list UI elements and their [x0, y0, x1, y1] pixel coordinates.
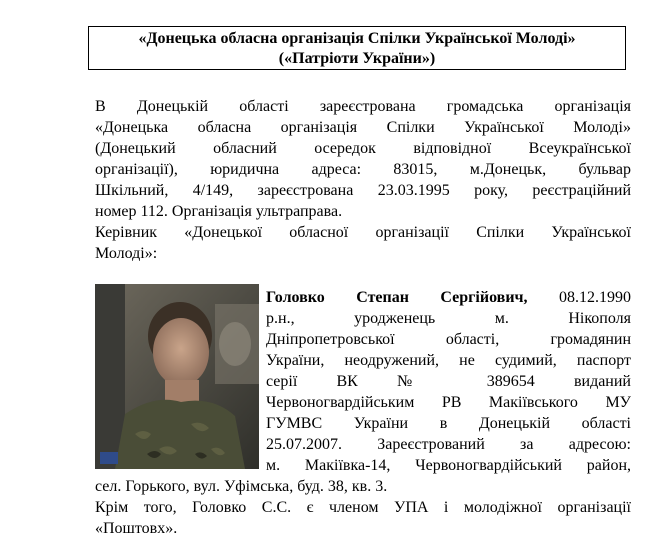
person-photo [95, 284, 259, 469]
intro-line-5: Шкільний, 4/149, зареєстрована 23.03.1995 року, реєстраційний [95, 182, 631, 199]
closing-line-2: «Поштовх». [95, 520, 178, 537]
person-line-1 [266, 287, 631, 308]
person-line-2: р.н., уродженець м. Нікополя [266, 310, 631, 327]
person-birth-date: 08.12.1990 [559, 289, 631, 306]
intro-line-1: В Донецькій області зареєстрована громадська організація [95, 98, 631, 115]
document-title-box [88, 26, 626, 70]
intro-line-2: «Донецька обласна організація Спілки Української Молоді» [95, 119, 631, 136]
person-line-8: 25.07.2007. Зареєстрований за адресою: [266, 436, 631, 453]
intro-line-4: організації), юридична адреса: 83015, м.Донецьк, бульвар [95, 161, 631, 178]
person-line-7: ГУМВС України в Донецькій області [266, 415, 631, 432]
person-line-6: Червоногвардійським РВ Макіївського МУ [266, 394, 631, 411]
person-name: Головко Степан Сергійович, [266, 289, 528, 306]
document-title-line-2: («Патріоти України») [278, 50, 436, 67]
closing-line-1: Крім того, Головко С.С. є членом УПА і молодіжної організації [95, 499, 631, 516]
person-line-5: серії ВК № 389654 виданий [266, 373, 631, 390]
document-title-line-1: «Донецька обласна організація Спілки Української Молоді» [138, 30, 576, 47]
address-tail-line: сел. Горького, вул. Уфімська, буд. 38, кв. 3. [95, 478, 388, 495]
intro-line-6: номер 112. Організація ультраправа. [95, 203, 343, 220]
leader-line-2: Молоді»: [95, 245, 158, 262]
leader-line-1: Керівник «Донецької обласної організації Спілки Української [95, 224, 631, 241]
person-line-9: м. Макіївка-14, Червоногвардійський район, [266, 457, 631, 474]
person-line-4: України, неодружений, не судимий, паспорт [266, 352, 631, 369]
intro-line-3: (Донецький обласний осередок відповідної Всеукраїнської [95, 140, 631, 157]
person-line-3: Дніпропетровської області, громадянин [266, 331, 631, 348]
